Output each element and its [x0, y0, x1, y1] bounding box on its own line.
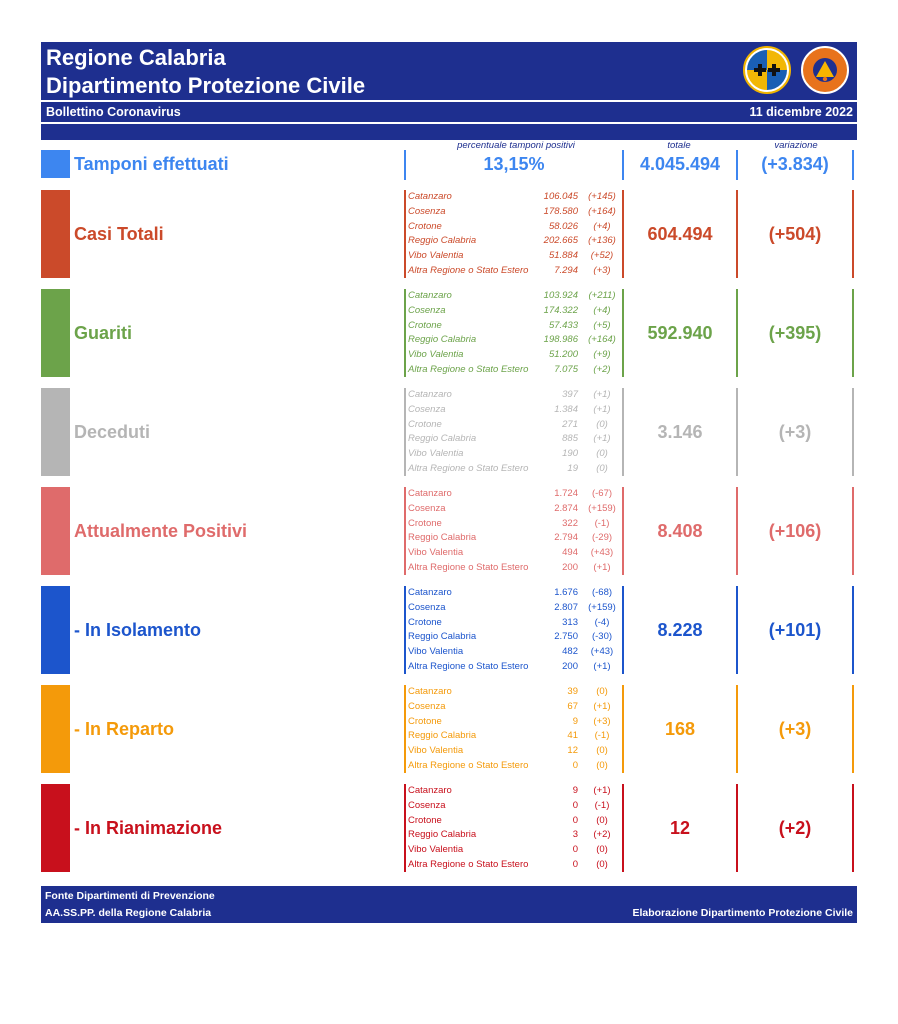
province-name: Altra Regione o Stato Estero	[408, 264, 529, 276]
province-value: 9	[572, 785, 578, 796]
province-value: 2.874	[554, 502, 578, 514]
province-row	[408, 265, 624, 280]
province-name: Reggio Calabria	[408, 532, 477, 544]
divider	[404, 487, 406, 575]
province-delta: (+3)	[593, 264, 611, 276]
province-delta: (0)	[596, 759, 608, 771]
province-delta: (-67)	[591, 488, 613, 499]
province-row	[408, 433, 624, 448]
title-department: Dipartimento Protezione Civile	[46, 73, 366, 98]
province-row	[408, 305, 624, 320]
province-row	[408, 602, 624, 617]
province-name: Catanzaro	[408, 389, 452, 400]
province-row	[408, 518, 624, 533]
province-name: Catanzaro	[408, 290, 452, 301]
province-delta: (0)	[596, 858, 608, 870]
province-delta: (+1)	[593, 389, 611, 400]
section-label: Deceduti	[74, 422, 151, 442]
province-breakdown	[408, 785, 624, 874]
province-name: Crotone	[408, 616, 442, 628]
province-name: Cosenza	[408, 799, 446, 811]
province-name: Cosenza	[408, 502, 446, 514]
province-name: Crotone	[408, 715, 442, 727]
province-row	[408, 419, 624, 434]
province-breakdown	[408, 587, 624, 676]
footer-source-line1: Fonte Dipartimenti di Prevenzione	[45, 890, 215, 902]
section-color-swatch	[41, 586, 70, 674]
section-label: Guariti	[74, 323, 133, 343]
province-delta: (+1)	[593, 433, 611, 445]
province-delta: (+159)	[588, 502, 616, 514]
province-name: Catanzaro	[408, 488, 452, 499]
province-name: Cosenza	[408, 205, 446, 217]
province-row	[408, 235, 624, 250]
province-row	[408, 463, 624, 478]
col-header-percent: percentuale tamponi positivi	[457, 140, 575, 151]
province-value: 51.200	[548, 349, 578, 361]
divider	[404, 586, 406, 674]
province-delta: (+43)	[590, 646, 614, 658]
province-row	[408, 815, 624, 830]
province-delta: (0)	[596, 686, 608, 697]
province-delta: (0)	[596, 844, 608, 856]
province-value: 3	[572, 829, 578, 841]
section-variation: (+395)	[768, 323, 822, 343]
province-breakdown	[408, 488, 624, 577]
province-name: Crotone	[408, 220, 442, 232]
province-delta: (+3)	[593, 715, 611, 727]
province-delta: (+136)	[588, 235, 616, 247]
section-total: 3.146	[657, 422, 703, 442]
section-row	[41, 289, 857, 377]
province-value: 0	[572, 799, 578, 811]
section-total: 8.228	[657, 620, 703, 640]
province-row	[408, 364, 624, 379]
province-value: 7.294	[554, 264, 578, 276]
province-value: 9	[572, 715, 578, 727]
province-value: 106.045	[543, 191, 578, 202]
section-color-swatch	[41, 289, 70, 377]
section-total: 592.940	[647, 323, 713, 343]
province-row	[408, 191, 624, 206]
divider	[852, 289, 854, 377]
section-variation: (+3)	[778, 422, 812, 442]
tamponi-row	[41, 150, 857, 180]
province-value: 1.384	[554, 403, 578, 415]
province-name: Cosenza	[408, 700, 446, 712]
section-row	[41, 784, 857, 872]
province-delta: (+1)	[593, 785, 611, 796]
section-variation: (+504)	[768, 224, 822, 244]
province-row	[408, 221, 624, 236]
province-value: 322	[562, 517, 578, 529]
province-delta: (+1)	[593, 700, 611, 712]
col-header-total: totale	[667, 140, 691, 151]
province-delta: (+164)	[588, 334, 616, 346]
tamponi-color-swatch	[41, 150, 70, 178]
section-row	[41, 190, 857, 278]
section-label: Attualmente Positivi	[74, 521, 248, 541]
province-breakdown	[408, 389, 624, 478]
section-label: - In Isolamento	[74, 620, 202, 640]
province-value: 200	[562, 660, 578, 672]
province-value: 174.322	[543, 304, 578, 316]
province-delta: (0)	[596, 814, 608, 826]
province-value: 0	[572, 858, 578, 870]
province-value: 0	[572, 814, 578, 826]
province-delta: (0)	[596, 448, 608, 460]
province-row	[408, 760, 624, 775]
province-row	[408, 631, 624, 646]
section-variation: (+101)	[768, 620, 822, 640]
province-row	[408, 844, 624, 859]
province-delta: (-4)	[594, 616, 610, 628]
province-name: Vibo Valentia	[408, 745, 464, 757]
province-value: 202.665	[543, 235, 578, 247]
section-variation: (+3)	[778, 719, 812, 739]
section-variation: (+106)	[768, 521, 822, 541]
province-delta: (+43)	[590, 547, 614, 559]
province-breakdown	[408, 191, 624, 280]
province-delta: (+1)	[593, 561, 611, 573]
province-row	[408, 646, 624, 661]
province-value: 2.794	[554, 532, 578, 544]
col-header-variation: variazione	[774, 140, 818, 151]
province-delta: (0)	[596, 745, 608, 757]
footer-source-line2: AA.SS.PP. della Regione Calabria	[45, 907, 212, 919]
province-name: Altra Regione o Stato Estero	[408, 462, 529, 474]
section-label: - In Reparto	[74, 719, 175, 739]
province-value: 39	[567, 686, 578, 697]
header-divider	[41, 100, 857, 102]
province-name: Vibo Valentia	[408, 448, 464, 460]
divider	[852, 487, 854, 575]
province-row	[408, 334, 624, 349]
province-value: 51.884	[548, 250, 578, 262]
section-label: - In Rianimazione	[74, 818, 223, 838]
province-delta: (-1)	[594, 730, 610, 742]
province-delta: (+5)	[593, 319, 611, 331]
province-row	[408, 617, 624, 632]
header-divider-2	[41, 122, 857, 124]
section-color-swatch	[41, 685, 70, 773]
section-color-swatch	[41, 190, 70, 278]
province-row	[408, 745, 624, 760]
province-name: Altra Regione o Stato Estero	[408, 759, 529, 771]
section-total: 168	[664, 719, 696, 739]
header-bar	[41, 42, 857, 140]
section-label: Casi Totali	[74, 224, 164, 244]
province-name: Reggio Calabria	[408, 235, 477, 247]
province-value: 12	[567, 745, 578, 757]
province-row	[408, 404, 624, 419]
bulletin-date: 11 dicembre 2022	[749, 105, 853, 119]
province-value: 0	[572, 844, 578, 856]
province-value: 1.676	[554, 587, 578, 598]
province-name: Altra Regione o Stato Estero	[408, 561, 529, 573]
province-row	[408, 206, 624, 221]
province-row	[408, 488, 624, 503]
province-breakdown	[408, 290, 624, 379]
province-row	[408, 730, 624, 745]
province-name: Crotone	[408, 319, 442, 331]
tamponi-percent: 13,15%	[483, 154, 545, 174]
province-value: 41	[567, 730, 578, 742]
province-name: Catanzaro	[408, 587, 452, 598]
province-value: 313	[562, 616, 578, 628]
province-name: Crotone	[408, 418, 442, 430]
divider	[852, 190, 854, 278]
province-row	[408, 859, 624, 874]
tamponi-total: 4.045.494	[639, 154, 721, 174]
province-row	[408, 389, 624, 404]
province-value: 198.986	[543, 334, 578, 346]
province-name: Vibo Valentia	[408, 349, 464, 361]
province-row	[408, 503, 624, 518]
divider	[404, 685, 406, 773]
province-name: Reggio Calabria	[408, 730, 477, 742]
province-row	[408, 829, 624, 844]
divider	[852, 784, 854, 872]
province-delta: (-29)	[591, 532, 613, 544]
province-value: 67	[567, 700, 578, 712]
province-row	[408, 716, 624, 731]
province-delta: (+211)	[588, 290, 616, 301]
province-delta: (+2)	[593, 363, 611, 375]
province-row	[408, 290, 624, 305]
province-delta: (+159)	[588, 601, 616, 613]
province-name: Crotone	[408, 517, 442, 529]
province-name: Vibo Valentia	[408, 646, 464, 658]
province-row	[408, 320, 624, 335]
province-delta: (+4)	[593, 220, 611, 232]
section-variation: (+2)	[778, 818, 812, 838]
divider	[852, 586, 854, 674]
province-name: Vibo Valentia	[408, 547, 464, 559]
province-delta: (-68)	[591, 587, 613, 598]
province-row	[408, 562, 624, 577]
province-delta: (-1)	[594, 799, 610, 811]
province-name: Altra Regione o Stato Estero	[408, 858, 529, 870]
province-delta: (+2)	[593, 829, 611, 841]
title-region: Regione Calabria	[46, 45, 226, 70]
province-row	[408, 532, 624, 547]
province-delta: (0)	[596, 418, 608, 430]
section-color-swatch	[41, 388, 70, 476]
province-row	[408, 587, 624, 602]
province-name: Reggio Calabria	[408, 433, 477, 445]
region-crest-logo	[743, 46, 791, 94]
divider	[852, 685, 854, 773]
civil-protection-logo	[801, 46, 849, 94]
province-delta: (+164)	[588, 205, 616, 217]
divider	[852, 150, 854, 180]
section-row	[41, 685, 857, 773]
divider	[852, 388, 854, 476]
divider	[404, 388, 406, 476]
province-name: Vibo Valentia	[408, 250, 464, 262]
province-value: 178.580	[543, 205, 578, 217]
section-total: 8.408	[657, 521, 703, 541]
section-row	[41, 487, 857, 575]
section-row	[41, 388, 857, 476]
province-row	[408, 701, 624, 716]
province-value: 2.807	[554, 601, 578, 613]
province-value: 57.433	[548, 319, 578, 331]
province-value: 0	[572, 759, 578, 771]
province-value: 885	[562, 433, 578, 445]
province-value: 271	[562, 418, 578, 430]
province-name: Crotone	[408, 814, 442, 826]
province-name: Catanzaro	[408, 191, 452, 202]
divider	[404, 289, 406, 377]
province-name: Catanzaro	[408, 785, 452, 796]
province-value: 190	[562, 448, 578, 460]
province-value: 58.026	[548, 220, 578, 232]
province-name: Cosenza	[408, 304, 446, 316]
province-row	[408, 250, 624, 265]
section-row	[41, 586, 857, 674]
section-color-swatch	[41, 784, 70, 872]
province-name: Cosenza	[408, 403, 446, 415]
province-value: 494	[562, 547, 578, 559]
divider	[404, 190, 406, 278]
province-name: Reggio Calabria	[408, 829, 477, 841]
province-name: Altra Regione o Stato Estero	[408, 363, 529, 375]
tamponi-label: Tamponi effettuati	[74, 154, 229, 174]
province-value: 200	[562, 561, 578, 573]
province-delta: (0)	[596, 462, 608, 474]
province-row	[408, 547, 624, 562]
province-delta: (-1)	[594, 517, 610, 529]
province-delta: (-30)	[591, 631, 613, 643]
province-delta: (+145)	[588, 191, 616, 202]
province-row	[408, 785, 624, 800]
province-row	[408, 661, 624, 676]
province-value: 19	[567, 462, 578, 474]
province-breakdown	[408, 686, 624, 775]
province-name: Vibo Valentia	[408, 844, 464, 856]
divider	[404, 784, 406, 872]
province-name: Altra Regione o Stato Estero	[408, 660, 529, 672]
province-delta: (+1)	[593, 403, 611, 415]
province-name: Cosenza	[408, 601, 446, 613]
province-value: 397	[562, 389, 578, 400]
province-delta: (+1)	[593, 660, 611, 672]
province-row	[408, 800, 624, 815]
province-value: 1.724	[554, 488, 578, 499]
province-delta: (+52)	[590, 250, 614, 262]
footer-bar	[41, 886, 857, 923]
province-delta: (+4)	[593, 304, 611, 316]
footer-credit: Elaborazione Dipartimento Protezione Civile	[632, 907, 853, 919]
bulletin-subtitle: Bollettino Coronavirus	[46, 105, 181, 119]
province-value: 7.075	[554, 363, 578, 375]
province-row	[408, 448, 624, 463]
province-value: 103.924	[543, 290, 578, 301]
province-name: Catanzaro	[408, 686, 452, 697]
province-name: Reggio Calabria	[408, 334, 477, 346]
province-delta: (+9)	[593, 349, 611, 361]
province-value: 482	[562, 646, 578, 658]
section-total: 12	[669, 818, 691, 838]
province-value: 2.750	[554, 631, 578, 643]
tamponi-variation: (+3.834)	[761, 154, 829, 174]
province-row	[408, 349, 624, 364]
province-name: Reggio Calabria	[408, 631, 477, 643]
section-color-swatch	[41, 487, 70, 575]
province-row	[408, 686, 624, 701]
section-total: 604.494	[647, 224, 713, 244]
